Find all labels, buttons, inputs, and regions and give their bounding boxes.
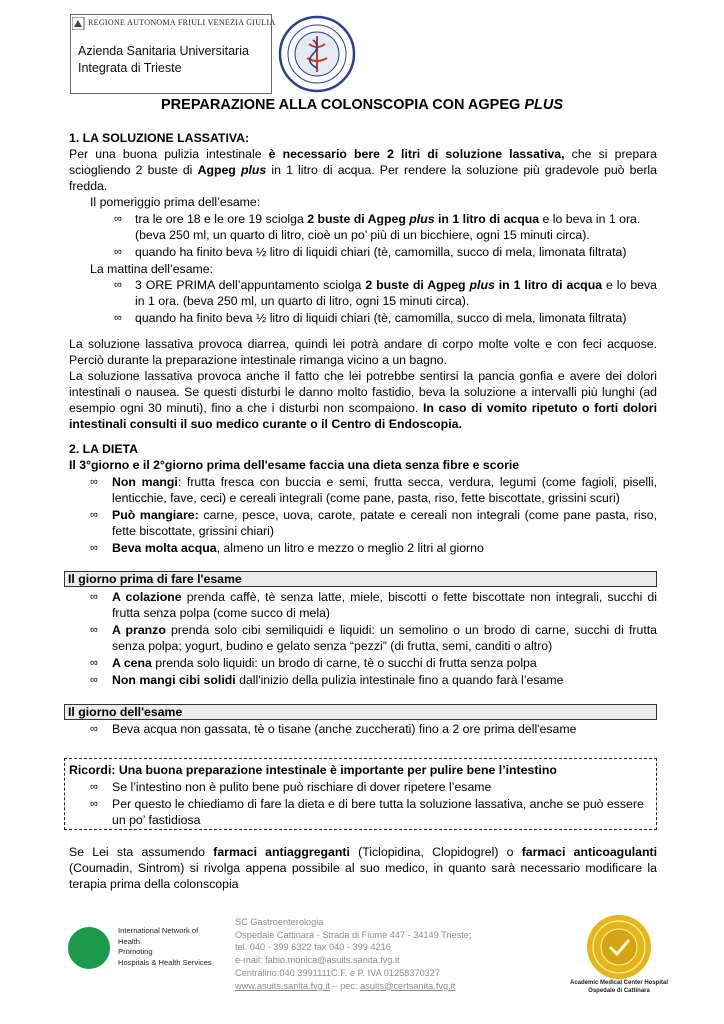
list-item: quando ha finito beva ½ litro di liquidi chiari (tè, camomilla, succo di mela, limonata filtrata) xyxy=(135,311,627,325)
list-item: tra le ore 18 e le ore 19 sciolga 2 buste di Agpeg plus in 1 litro di acqua e lo beva in 1 ora. xyxy=(135,212,641,226)
closing-line: terapia prima della colonscopia xyxy=(69,877,239,891)
switchboard-vat: Centralino:040 3991111C.F. e P. IVA 01258370327 xyxy=(235,967,441,978)
section-box-heading: Il giorno dell'esame xyxy=(64,704,657,720)
university-seal-logo xyxy=(277,14,357,94)
list-item: Per questo le chiediamo di fare la dieta e di bere tutta la soluzione lassativa, anche se può essere xyxy=(112,797,644,811)
bullet-icon: ∞ xyxy=(90,542,98,554)
pec-link[interactable]: asuits@certsanita.fvg.it xyxy=(360,980,456,991)
paragraph-line: La soluzione lassativa provoca anche il fatto che lei potrebbe sentirsi la pancia gonfia e avere dei dolori xyxy=(69,369,657,383)
azienda-name-line1: Azienda Sanitaria Universitaria xyxy=(78,44,249,58)
subsection-label: La mattina dell’esame: xyxy=(90,262,214,276)
accreditation-seal-logo xyxy=(586,914,652,980)
page-title: PREPARAZIONE ALLA COLONSCOPIA CON AGPEG PLUS xyxy=(161,97,563,113)
list-item: 3 ORE PRIMA dell’appuntamento sciolga 2 buste di Agpeg plus in 1 litro di acqua e lo beva xyxy=(135,278,657,292)
region-name: REGIONE AUTONOMA FRIULI VENEZIA GIULIA xyxy=(88,18,276,27)
reminder-heading: Ricordi: Una buona preparazione intestinale è importante per pulire bene l’intestino xyxy=(69,763,557,777)
list-item-continuation: fette biscottate, grissini chiari) xyxy=(112,524,274,538)
closing-line: Se Lei sta assumendo farmaci antiaggreganti (Ticlopidina, Clopidogrel) o farmaci anticoagulanti xyxy=(69,845,657,859)
list-item: A colazione prenda caffè, tè senza latte, miele, biscotti o fette biscottate non integrali, succhi di xyxy=(112,590,657,604)
section-heading: 2. LA DIETA xyxy=(69,442,139,456)
list-item: Se l’intestino non è pulito bene può rischiare di dover ripetere l’esame xyxy=(112,780,492,794)
section-heading: 1. LA SOLUZIONE LASSATIVA: xyxy=(69,131,250,145)
list-item: Può mangiare: carne, pesce, uova, carote, patate e cereali non integrali (come pane pasta, riso, xyxy=(112,508,657,522)
bullet-icon: ∞ xyxy=(114,213,122,225)
paragraph-line: intestinali o nausea. Se questi disturbi le danno molto fastidio, beva la soluzione a intervalli più lunghi (ad xyxy=(69,385,657,399)
intro-line: sciogliendo 2 buste di Agpeg plus in 1 litro di acqua. Per rendere la soluzione più gradevole può berla xyxy=(69,163,658,177)
email: e-mail: fabio.monica@asuits.sanita.fvg.it xyxy=(235,955,400,966)
bullet-icon: ∞ xyxy=(90,624,98,636)
list-item-continuation: senza polpa; yogurt, budino e gelato senza “pezzi” (di frutta, semi, canditi o altro) xyxy=(112,639,553,653)
list-item: quando ha finito beva ½ litro di liquidi chiari (tè, camomilla, succo di mela, limonata filtrata) xyxy=(135,245,627,259)
bullet-icon: ∞ xyxy=(90,476,98,488)
hph-network-name: International Network of Health Promoting Hospitals & Health Services xyxy=(118,926,212,967)
bullet-icon: ∞ xyxy=(114,279,122,291)
bullet-icon: ∞ xyxy=(90,591,98,603)
address: Ospedale Cattinara - Strada di Fiume 447 - 34149 Trieste; xyxy=(235,929,472,940)
section-subheading: Il 3°giorno e il 2°giorno prima dell'esame faccia una dieta senza fibre e scorie xyxy=(69,458,520,472)
list-item-continuation: in 1 ora. (beva 250 ml, un quarto di litro, ogni 15 minuti circa). xyxy=(135,294,470,308)
hph-network-logo xyxy=(68,927,110,969)
list-item: A cena prenda solo liquidi: un brodo di carne, tè o succhi di frutta senza polpa xyxy=(112,656,537,670)
closing-line: (Coumadin, Sintrom) si rivolga appena possibile al suo medico, in quanto sarà necessario modificare la xyxy=(69,861,657,875)
bullet-icon: ∞ xyxy=(90,674,98,686)
bullet-icon: ∞ xyxy=(90,798,98,810)
bullet-icon: ∞ xyxy=(90,657,98,669)
list-item-continuation: un po’ fastidiosa xyxy=(112,813,201,827)
list-item: Beva acqua non gassata, tè o tisane (anche zuccherati) fino a 2 ore prima dell'esame xyxy=(112,722,577,736)
bullet-icon: ∞ xyxy=(90,509,98,521)
subsection-label: Il pomeriggio prima dell’esame: xyxy=(90,195,261,209)
list-item: Non mangi: frutta fresca con buccia e semi, frutta secca, verdura, legumi (come fagioli, piselli, xyxy=(112,475,657,489)
seal-caption: Academic Medical Center Hospital Ospedale di Cattinara xyxy=(569,980,669,994)
paragraph-line: Perciò durante la preparazione intestinale rimanga vicino a un bagno. xyxy=(69,353,448,367)
intro-line: Per una buona pulizia intestinale è necessario bere 2 litri di soluzione lassativa, che si prepara xyxy=(69,147,657,161)
website-link[interactable]: www.asuits.sanita.fvg.it xyxy=(235,980,330,991)
phone-fax: tel. 040 - 399 6322 fax 040 - 399 4216 xyxy=(235,942,391,953)
list-item: Beva molta acqua, almeno un litro e mezzo o meglio 2 litri al giorno xyxy=(112,541,484,555)
list-item: Non mangi cibi solidi dall'inizio della pulizia intestinale fino a quando farà l’esame xyxy=(112,673,564,687)
bullet-icon: ∞ xyxy=(114,246,122,258)
paragraph-line: esempio ogni 30 minuti), fino a che i disturbi non scompaiono. In caso di vomito ripetuto o forti dolori xyxy=(69,401,657,415)
section-box-heading: Il giorno prima di fare l'esame xyxy=(64,571,657,587)
bullet-icon: ∞ xyxy=(114,312,122,324)
paragraph-line: La soluzione lassativa provoca diarrea, quindi lei potrà andare di corpo molte volte e con feci acquose. xyxy=(69,337,657,351)
paragraph-line: intestinali consulti il suo medico curante o il Centro di Endoscopia. xyxy=(69,417,462,431)
bullet-icon: ∞ xyxy=(90,723,98,735)
list-item-continuation: frutta senza polpa (come succo di mela) xyxy=(112,606,331,620)
azienda-name-line2: Integrata di Trieste xyxy=(78,61,182,75)
list-item: A pranzo prenda solo cibi semiliquidi e liquidi: un semolino o un brodo di carne, succhi di frutta xyxy=(112,623,657,637)
list-item-continuation: (beva 250 ml, un quarto di litro, cioè un po’ più di un bicchiere, ogni 15 minuti circa). xyxy=(135,228,590,242)
footer-contacts xyxy=(235,916,471,992)
intro-line: fredda. xyxy=(69,179,108,193)
web-pec: www.asuits.sanita.fvg.it – pec: asuits@certsanita.fvg.it xyxy=(235,980,456,991)
list-item-continuation: lenticchie, fave, ceci) e cereali integrali (come pane, pasta, riso, fette biscottate, grissini scuri) xyxy=(112,491,620,505)
bullet-icon: ∞ xyxy=(90,781,98,793)
department-name: SC Gastroenterologia xyxy=(235,917,324,927)
